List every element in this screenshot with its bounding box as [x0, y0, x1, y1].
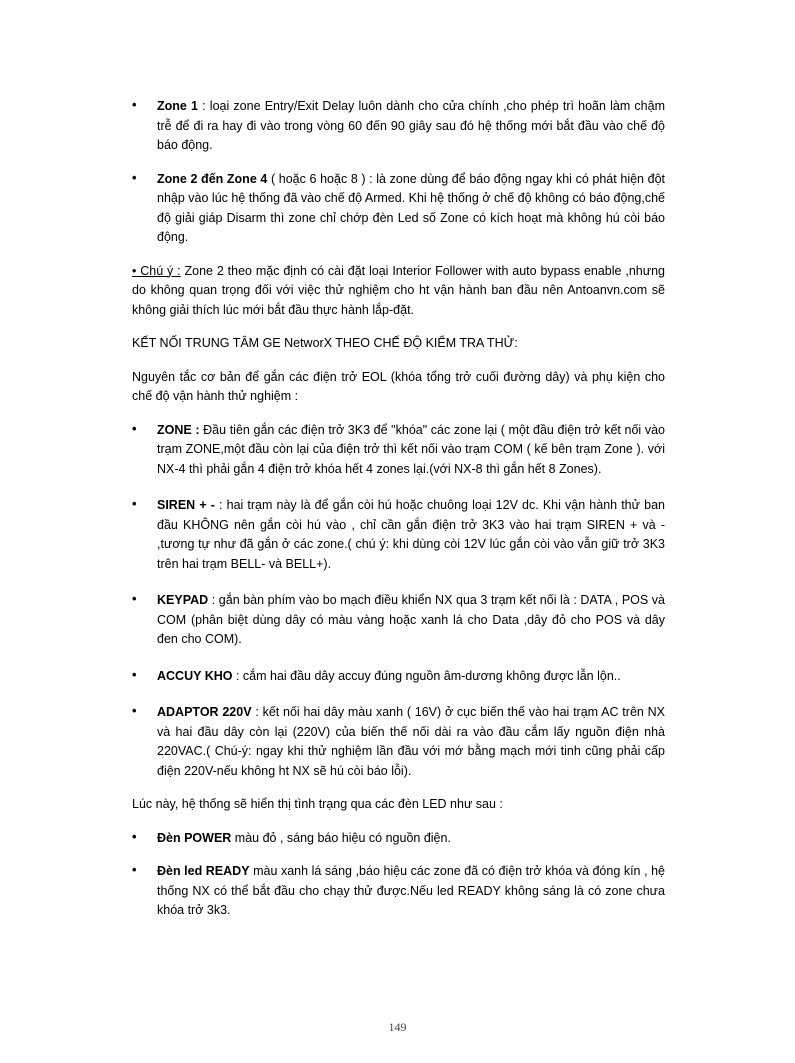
bullet: •: [132, 703, 137, 718]
intro-paragraph: Nguyên tắc cơ bản để gắn các điện trở EOL (khóa tổng trở cuối đường dây) và phụ kiện cho chế độ vận hành thử nghiệm :: [132, 369, 665, 403]
list-item-siren: [132, 496, 665, 574]
item-title: Đèn POWER: [157, 830, 232, 845]
led-intro-paragraph: Lúc này, hệ thống sẽ hiển thị tình trạng qua các đèn LED như sau :: [132, 797, 503, 811]
page-number: 149: [388, 1020, 407, 1034]
paragraph: [157, 97, 665, 156]
item-text: : cắm hai đầu dây accuy đúng nguồn âm-dương không được lẫn lộn..: [232, 668, 621, 683]
bullet: •: [132, 828, 137, 844]
item-title: SIREN + -: [157, 498, 215, 512]
note-text: Zone 2 theo mặc định có cài đặt loại Interior Follower with auto bypass enable ,nhưng do không quan trọng đối với việc thử nghiệm cho ht vận hành ban đầu nên Antoanvn.com sẽ không giải thích lúc mới bắt đầu thực hành lắp-đặt.: [132, 263, 665, 317]
item-text: : gắn bàn phím vào bo mạch điều khiển NX qua 3 trạm kết nối là : DATA , POS và COM (phân biệt dùng dây có màu vàng hoặc xanh lá cho Data ,dây đỏ cho POS và dây đen cho COM).: [157, 593, 665, 646]
note-paragraph: [132, 262, 665, 321]
item-text: ( hoặc 6 hoặc 8 ) : là zone dùng để báo động ngay khi có phát hiện đột nhập vào lúc hệ thống đã vào chế độ Armed. Khi hệ thống ở chế độ không có báo động,chế độ giải giáp Disarm thì zone chỉ chớp đèn Led số Zone có kích hoạt mà không hú còi báo động.: [157, 171, 665, 244]
bullet: •: [132, 591, 137, 606]
list-item-accuy: [132, 667, 665, 687]
item-title: Zone 1: [157, 99, 198, 113]
item-title: Zone 2 đến Zone 4: [157, 171, 268, 186]
item-title: Đèn led READY: [157, 864, 250, 878]
paragraph: [157, 829, 665, 849]
item-title: KEYPAD: [157, 593, 209, 607]
item-title: ZONE :: [157, 422, 200, 437]
list-item-zone-connection: [132, 421, 665, 480]
paragraph: [157, 703, 665, 781]
item-text: : hai trạm này là để gắn còi hú hoặc chuông loại 12V dc. Khi vận hành thử ban đầu KHÔNG nên gắn còi hú vào , chỉ cần gắn điện trở 3K3 vào hai trạm SIREN + và - ,tương tự như đã gắn ở các zone.( chú ý: khi dùng còi 12V lúc gắn còi vào vẫn giữ trở 3K3 trên hai trạm BELL- và BELL+).: [157, 498, 665, 571]
list-item-zone2: [132, 170, 665, 248]
bullet: •: [132, 862, 137, 877]
list-item-ready-led: [132, 862, 665, 921]
bullet: •: [132, 496, 137, 511]
note-label: Chú ý :: [136, 263, 181, 278]
list-item-zone1: [132, 97, 665, 156]
paragraph: [157, 496, 665, 574]
paragraph: [157, 591, 665, 650]
item-title: ADAPTOR 220V: [157, 705, 252, 719]
item-text: Đầu tiên gắn các điện trở 3K3 để "khóa" các zone lại ( một đầu điện trở kết nối vào trạm ZONE,một đầu còn lại của điện trở thì kết nối vào trạm COM ( kế bên trạm Zone ). với NX-4 thì phải gắn 4 điện trở khóa hết 4 zones lại.(với NX-8 thì gắn hết 8 Zones).: [157, 422, 665, 476]
item-text: : kết nối hai dây màu xanh ( 16V) ở cục biến thế vào hai trạm AC trên NX và hai đầu dây còn lại (220V) của biến thế nối dài ra vào đầu cắm lấy nguồn điện nhà 220VAC.( Chú-ý: ngay khi thử nghiệm lần đầu với mớ bằng mạch mới tinh cũng phải cấp điện 220V-nếu không ht NX sẽ hú còi báo lỗi).: [157, 705, 665, 778]
list-item-power-led: [132, 829, 665, 849]
bullet: •: [132, 169, 137, 185]
list-item-adaptor: [132, 703, 665, 781]
paragraph: [157, 667, 665, 687]
bullet: •: [132, 666, 137, 682]
paragraph: [157, 862, 665, 921]
list-item-keypad: [132, 591, 665, 650]
section-heading: KẾT NỐI TRUNG TÂM GE NetworX THEO CHẾ ĐỘ KIỂM TRA THỬ:: [132, 336, 518, 350]
bullet: •: [132, 420, 137, 436]
paragraph: [157, 170, 665, 248]
page-content: [132, 97, 665, 921]
bullet: •: [132, 97, 137, 112]
item-title: ACCUY KHO: [157, 668, 233, 683]
item-text: màu đỏ , sáng báo hiệu có nguồn điện.: [231, 830, 451, 845]
item-text: : loại zone Entry/Exit Delay luôn dành cho cửa chính ,cho phép trì hoãn làm chậm trễ để đi ra hay đi vào trong vòng 60 đến 90 giây sau đó hệ thống mới bắt đầu vào chế độ báo động.: [157, 99, 665, 152]
paragraph: [157, 421, 665, 480]
item-text: màu xanh lá sáng ,báo hiệu các zone đã có điện trở khóa và đóng kín , hệ thống NX có thể bắt đầu cho chạy thử được.Nếu led READY không sáng là có zone chưa khóa trở 3k3.: [157, 864, 665, 917]
note-prefix: •: [132, 263, 137, 278]
